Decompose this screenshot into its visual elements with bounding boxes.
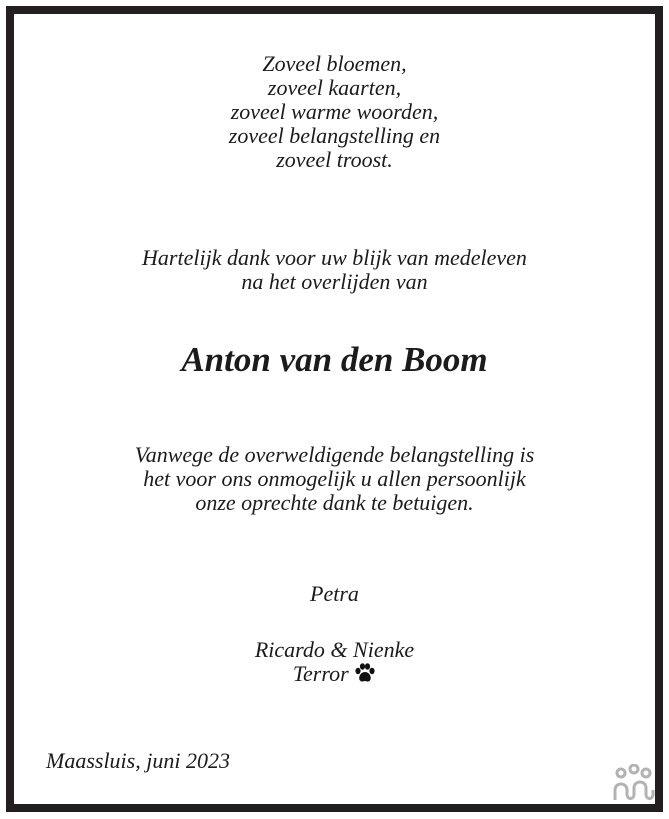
poem	[0, 52, 669, 172]
people-logo-icon	[612, 764, 656, 802]
signatory-ricardo-nienke: Ricardo & Nienke	[254, 637, 415, 662]
signatory-petra: Petra	[310, 581, 359, 606]
thanks-line: na het overlijden van	[241, 269, 428, 294]
poem-line: zoveel kaarten,	[267, 75, 402, 100]
message-line: het voor ons onmogelijk u allen persoonlijk	[143, 466, 526, 491]
thanks-text	[0, 246, 669, 294]
poem-line: zoveel troost.	[276, 147, 393, 172]
poem-line: Zoveel bloemen,	[262, 51, 407, 76]
message-text	[0, 443, 669, 515]
deceased-name: Anton van den Boom	[181, 340, 488, 379]
signatories-family	[0, 638, 669, 686]
thanks-line: Hartelijk dank voor uw blijk van medeleven	[142, 245, 527, 270]
signatory-terror: Terror	[292, 661, 349, 686]
place-date: Maassluis, juni 2023	[46, 748, 230, 773]
message-line: Vanwege de overweldigende belangstelling is	[134, 442, 535, 467]
message-line: onze oprechte dank te betuigen.	[195, 490, 474, 515]
paw-icon	[354, 663, 376, 683]
poem-line: zoveel belangstelling en	[228, 123, 441, 148]
poem-line: zoveel warme woorden,	[230, 99, 439, 124]
signatory-terror-line	[0, 662, 669, 686]
